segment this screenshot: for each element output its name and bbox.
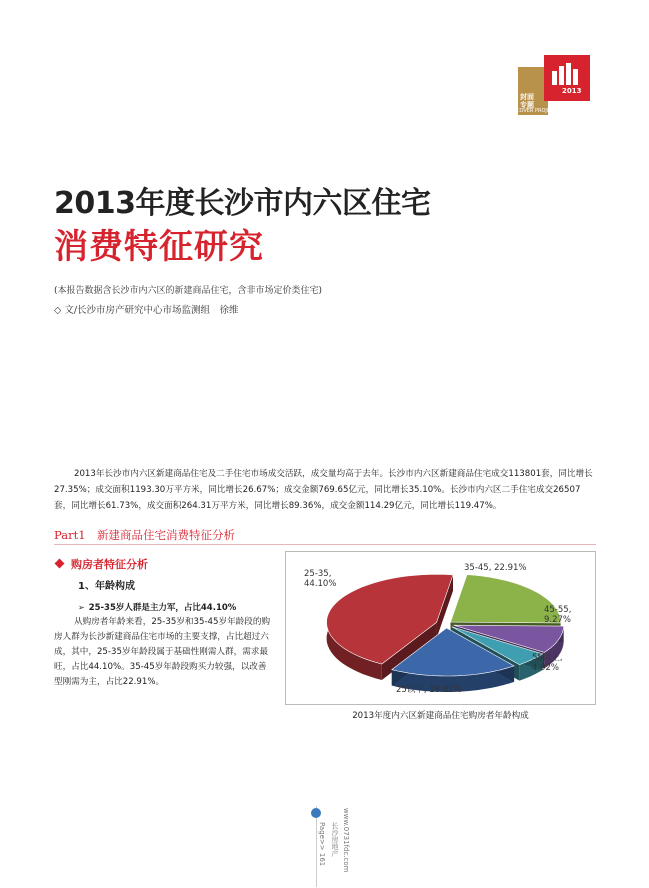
footer-divider <box>316 806 317 887</box>
page-number: Page>> 161 <box>318 822 326 867</box>
badge-year: 2013 <box>562 87 582 95</box>
part-heading <box>54 524 596 545</box>
chart-caption: 2013年度内六区新建商品住宅购房者年龄构成 <box>352 711 529 721</box>
page-title-line1: 2013年度长沙市内六区住宅 <box>54 186 431 221</box>
pie-slice-label: 55以上, 4.92% <box>532 653 563 673</box>
point-heading <box>78 601 236 613</box>
badge-sub: COVER PROJECT <box>516 108 557 114</box>
badge-label: 封面 专题 <box>520 93 534 109</box>
sub-heading: 1、年龄构成 <box>78 581 135 592</box>
pie-slice-label: 35-45, 22.91% <box>464 563 527 573</box>
footer <box>318 808 362 888</box>
magazine-name: 长沙房地产 <box>331 822 339 857</box>
pie-slice-label: 45-55, 9.27% <box>544 605 572 625</box>
section-heading-text: 购房者特征分析 <box>71 558 148 571</box>
pie-chart <box>286 552 595 704</box>
pie-slice-label: 25以下, 18.81% <box>396 685 462 695</box>
page-title-line2: 消费特征研究 <box>54 227 264 267</box>
cover-project-badge <box>518 55 590 115</box>
intro-paragraph: 2013年长沙市内六区新建商品住宅及二手住宅市场成交活跃，成交量均高于去年。长沙市内六区新建商品住宅成交113801套，同比增长27.35%；成交面积1193.30万平方米，同比增长26.67%；成交金额769.65亿元，同比增长35.10%。长沙市内六区二手住宅成交26507套，同比增长61.73%，成交面积264.31万平方米，同比增长89.36%，成交金额114.29亿元，同比增长119.47%。 <box>54 469 593 511</box>
section-heading <box>54 556 148 572</box>
pie-slice-label: 25-35, 44.10% <box>304 569 337 589</box>
building-icon <box>550 63 584 85</box>
site-url: www.0731fdc.com <box>342 808 350 873</box>
diamond-bullet-icon <box>55 559 65 569</box>
body-paragraph: 从购房者年龄来看，25-35岁和35-45岁年龄段的购房人群为长沙新建商品住宅市场的主要支撑，占比超过六成，其中，25-35岁年龄段属于基础性刚需人群，需求最旺，占比44.10%。35-45岁年龄段购买力较强，以改善型刚需为主，占比22.91%。 <box>54 617 271 687</box>
part-heading-text: Part1 新建商品住宅消费特征分析 <box>54 528 236 542</box>
arrow-bullet-icon: ➢ <box>78 603 85 612</box>
pie-chart-frame <box>285 551 596 705</box>
data-note: (本报告数据含长沙市内六区的新建商品住宅，含非市场定价类住宅) <box>54 286 323 296</box>
byline: ◇ 文/长沙市房产研究中心市场监测组 徐维 <box>54 305 239 316</box>
point-heading-text: 25-35岁人群是主力军，占比44.10% <box>88 603 237 613</box>
